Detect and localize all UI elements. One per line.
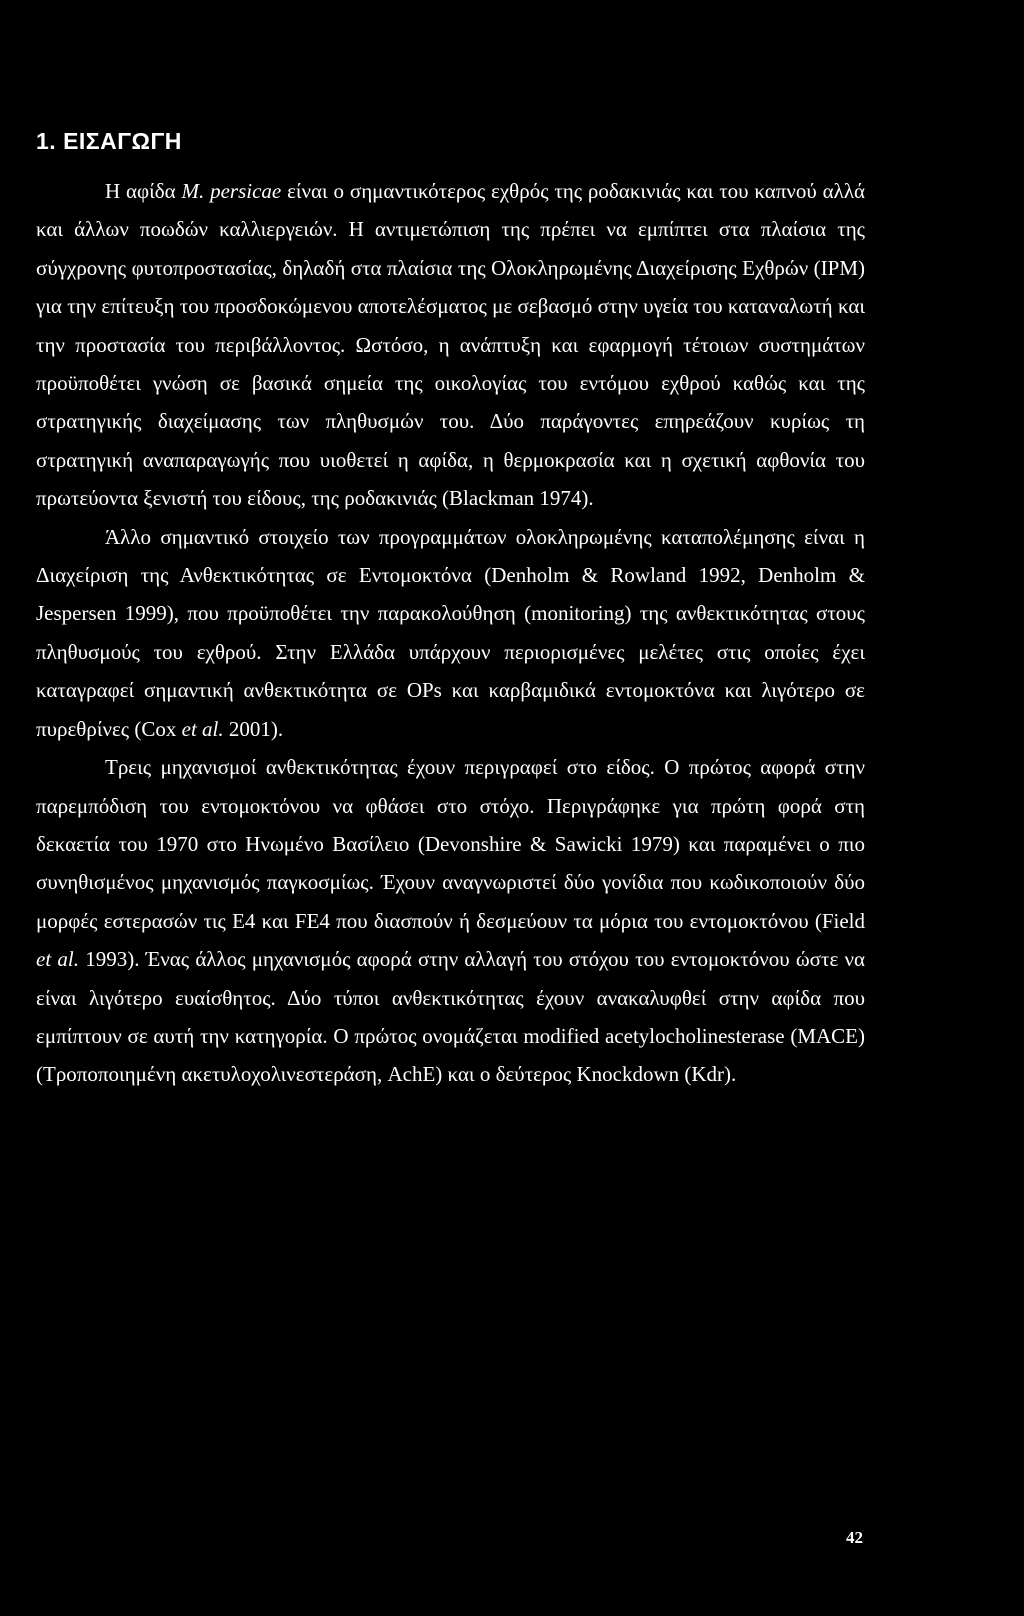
- paragraph-3: [36, 748, 865, 1094]
- paragraph-1-text-c: είναι ο σημαντικότερος εχθρός της ροδακινιάς και του καπνού αλλά και άλλων ποωδών καλλιεργειών. Η αντιμετώπιση της πρέπει να εμπίπτει στα πλαίσια της σύγχρονης φυτοπροστασίας, δηλαδή στα πλαίσια της Ολοκληρωμένης Διαχείρισης Εχθρών (IPM) για την επίτευξη του προσδοκώμενου αποτελέσματος με σεβασμό στην υγεία του καταναλωτή και την προστασία του περιβάλλοντος. Ωστόσο, η ανάπτυξη και εφαρμογή τέτοιων συστημάτων προϋποθέτει γνώση σε βασικά σημεία της οικολογίας του εντόμου εχθρού καθώς και της στρατηγικής διαχείμασης των πληθυσμών του. Δύο παράγοντες επηρεάζουν κυρίως τη στρατηγική αναπαραγωγής που υιοθετεί η αφίδα, η θερμοκρασία και η σχετική αφθονία του πρωτεύοντα ξενιστή του είδους, της ροδακινιάς (Blackman 1974).: [36, 179, 866, 511]
- paragraph-3-text-a: Τρεις μηχανισμοί ανθεκτικότητας έχουν περιγραφεί στο είδος. Ο πρώτος αφορά στην παρεμπόδιση του εντομοκτόνου να φθάσει στο στόχο. Περιγράφηκε για πρώτη φορά στη δεκαετία του 1970 στο Ηνωμένο Βασίλειο (Devonshire & Sawicki 1979) και παραμένει ο πιο συνηθισμένος μηχανισμός παγκοσμίως. Έχουν αναγνωριστεί δύο γονίδια που κωδικοποιούν δύο μορφές εστερασών τις E4 και FE4 που διασπούν ή δεσμεύουν τα μόρια του εντομοκτόνου (Field: [36, 755, 865, 933]
- paragraph-2-text-c: 2001).: [223, 716, 284, 741]
- section-body: [36, 172, 865, 1094]
- citation-et-al: et al.: [181, 716, 224, 741]
- paragraph-2: [36, 518, 865, 748]
- species-name: M. persicae: [181, 179, 282, 203]
- citation-et-al: et al.: [36, 947, 79, 972]
- paragraph-3-text-c: 1993). Ένας άλλος μηχανισμός αφορά στην αλλαγή του στόχου του εντομοκτόνου ώστε να είναι λιγότερο ευαίσθητος. Δύο τύποι ανθεκτικότητας έχουν ανακαλυφθεί στην αφίδα που εμπίπτουν σε αυτή την κατηγορία. Ο πρώτος ονομάζεται modified acetylocholinesterase (MACE) (Τροποποιημένη ακετυλοχολινεστεράση, AchE) και ο δεύτερος Knockdown (Kdr).: [36, 947, 865, 1087]
- paragraph-1-text-a: Η αφίδα: [105, 179, 182, 203]
- paragraph-2-text-a: Άλλο σημαντικό στοιχείο των προγραμμάτων ολοκληρωμένης καταπολέμησης είναι η Διαχείριση της Ανθεκτικότητας σε Εντομοκτόνα (Denholm & Rowland 1992, Denholm & Jespersen 1999), που προϋποθέτει την παρακολούθηση (monitoring) της ανθεκτικότητας στους πληθυσμούς του εχθρού. Στην Ελλάδα υπάρχουν περιορισμένες μελέτες στις οποίες έχει καταγραφεί σημαντική ανθεκτικότητα σε OPs και καρβαμιδικά εντομοκτόνα και λιγότερο σε πυρεθρίνες (Cox: [36, 524, 865, 741]
- section-heading: 1. ΕΙΣΑΓΩΓΗ: [36, 128, 182, 154]
- page-number: 42: [846, 1528, 863, 1547]
- paragraph-1: [36, 172, 865, 518]
